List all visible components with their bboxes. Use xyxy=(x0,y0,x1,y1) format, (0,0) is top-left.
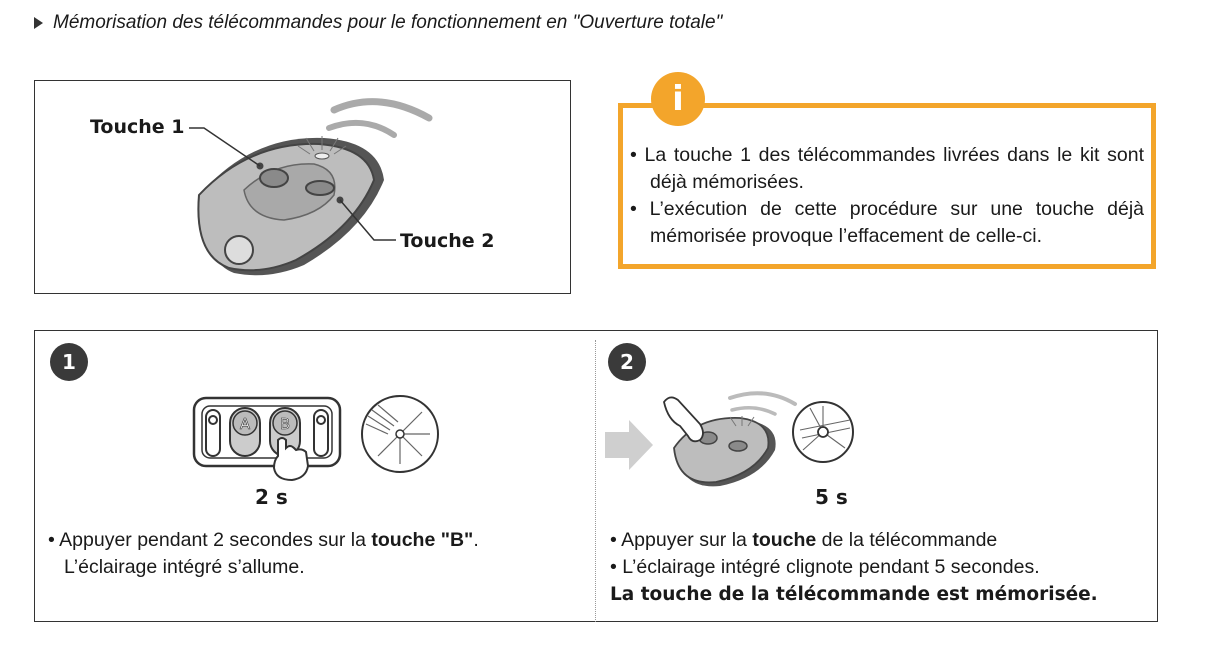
info-text xyxy=(630,142,1144,250)
step2-illustration xyxy=(660,390,860,490)
step2-line2: • L’éclairage intégré clignote pendant 5 secondes. xyxy=(610,556,1040,578)
step1-text-prefix: • Appuyer pendant 2 secondes sur la xyxy=(48,529,372,551)
step2-line1-suffix: de la télécommande xyxy=(816,529,998,551)
section-heading xyxy=(34,12,722,34)
info-bullet-1: • La touche 1 des télécommandes livrées dans le kit sont déjà mémorisées. xyxy=(630,144,1144,193)
step1-text-bold: touche "B" xyxy=(371,529,474,551)
button-a-label: A xyxy=(239,415,251,433)
touche2-label: Touche 2 xyxy=(400,230,495,252)
step-2-badge: 2 xyxy=(608,343,646,381)
step2-line1-bold: touche xyxy=(752,529,817,551)
step2-line1-prefix: • Appuyer sur la xyxy=(610,529,753,551)
step1-illustration xyxy=(190,390,450,480)
remote-illustration xyxy=(34,80,571,294)
info-icon: i xyxy=(651,72,705,126)
step1-line1 xyxy=(48,527,479,554)
triangle-bullet-icon xyxy=(34,17,43,29)
step1-text xyxy=(48,527,479,581)
step-arrow-icon xyxy=(605,420,653,470)
step2-conclusion: La touche de la télécommande est mémorisée. xyxy=(610,584,1098,605)
step1-text-suffix: . xyxy=(473,529,479,551)
step-1-badge: 1 xyxy=(50,343,88,381)
step2-line1 xyxy=(610,527,1098,554)
step1-line2: L’éclairage intégré s’allume. xyxy=(64,556,305,578)
step1-duration: 2 s xyxy=(255,485,288,509)
step2-text xyxy=(610,527,1098,608)
step2-duration: 5 s xyxy=(815,485,848,509)
info-bullet-2: • L’exécution de cette procédure sur une touche déjà mémorisée provoque l’effacement de celle-ci. xyxy=(630,198,1144,247)
section-heading-text: Mémorisation des télécommandes pour le fonctionnement en "Ouverture totale" xyxy=(53,12,723,33)
step-divider xyxy=(595,340,596,622)
touche1-label: Touche 1 xyxy=(90,116,185,138)
button-b-label: B xyxy=(279,415,291,433)
